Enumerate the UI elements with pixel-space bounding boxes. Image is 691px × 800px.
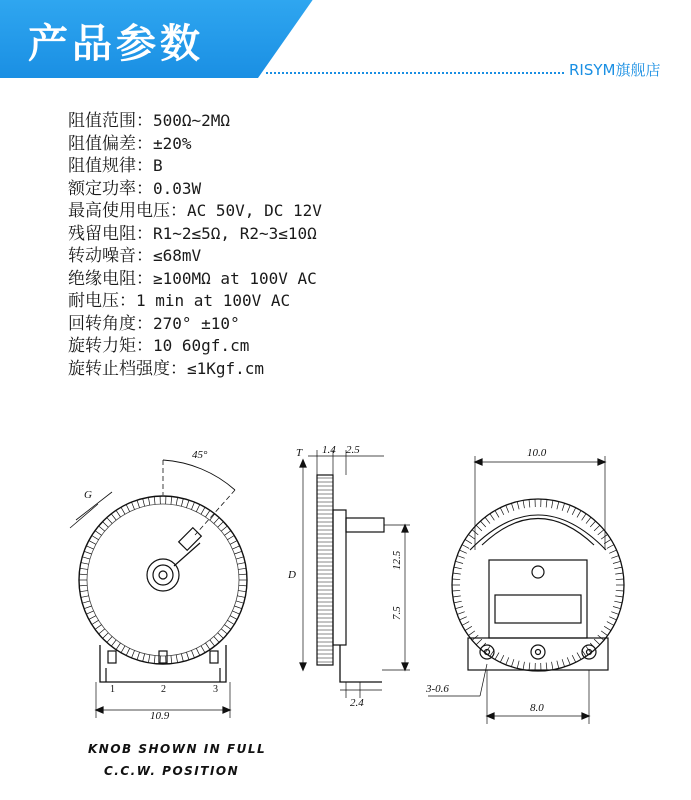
rear-hole: [532, 566, 544, 578]
spec-value: ≤1Kgf.cm: [187, 358, 265, 378]
spec-row: [68, 358, 322, 381]
spec-row: [68, 133, 322, 156]
spec-row: [68, 200, 322, 223]
spec-label: 转动噪音：: [68, 246, 153, 266]
rear-bracket: [470, 515, 606, 550]
pin-label-2: 2: [161, 684, 166, 695]
front-view: [70, 449, 247, 722]
side-teeth: [317, 478, 333, 662]
spec-label: 耐电压：: [68, 291, 136, 311]
angle-arc: [163, 460, 235, 490]
dim-2-5: 2.5: [346, 444, 360, 456]
spec-label: 残留电阻：: [68, 223, 153, 244]
spec-label: 回转角度：: [68, 313, 153, 334]
dim-2-4: 2.4: [350, 697, 364, 709]
shaft: [346, 518, 384, 532]
rear-pin-1: [480, 645, 494, 659]
rear-pin-3: [582, 645, 596, 659]
spec-value: 10 60gf.cm: [153, 336, 250, 355]
spec-label: 旋转止档强度：: [68, 358, 187, 379]
spec-list: [68, 110, 322, 380]
knob-tab: [179, 528, 202, 551]
t-label: T: [296, 447, 303, 459]
dotted-rule: [266, 72, 564, 74]
pin-label-3: 3: [213, 684, 218, 695]
dim-7-5: 7.5: [391, 606, 403, 620]
spec-value: ±20%: [153, 133, 192, 153]
d-label: D: [288, 569, 296, 581]
spec-row: [68, 290, 322, 313]
spec-row: [68, 335, 322, 358]
spec-value: 500Ω~2MΩ: [153, 111, 231, 130]
spec-value: 270° ±10°: [153, 313, 240, 333]
angle-label: 45°: [192, 449, 208, 461]
dim-12-5: 12.5: [391, 550, 403, 570]
spec-row: [68, 178, 322, 201]
spec-label: 阻值偏差：: [68, 133, 153, 154]
side-body: [333, 510, 346, 645]
spec-value: ≤68mV: [153, 246, 202, 265]
pin-label-1: 1: [110, 684, 115, 695]
knob-center: [147, 559, 179, 591]
rear-pin-2: [531, 645, 545, 659]
g-label: G: [84, 489, 92, 501]
spec-row: [68, 268, 322, 291]
spec-value: 1 min at 100V AC: [136, 291, 291, 310]
spec-label: 阻值规律：: [68, 156, 153, 176]
spec-label: 最高使用电压：: [68, 201, 187, 221]
spec-label: 旋转力矩：: [68, 336, 153, 356]
spec-value: R1~2≤5Ω, R2~3≤10Ω: [153, 223, 317, 243]
spec-value: B: [153, 156, 163, 175]
spec-row: [68, 110, 322, 133]
spec-row: [68, 245, 322, 268]
rear-view: [425, 447, 624, 724]
thumbwheel-gear: [79, 496, 247, 664]
dim-1-4: 1.4: [322, 444, 336, 456]
gear-teeth: [79, 496, 247, 664]
spec-value: 0.03W: [153, 178, 202, 198]
spec-row: [68, 223, 322, 246]
pin-1: [108, 651, 116, 663]
dim-8-0: 8.0: [530, 702, 544, 714]
dim-10-0: 10.0: [527, 447, 547, 459]
spec-row: [68, 313, 322, 336]
side-view: [287, 444, 410, 709]
caption-line-2: C.C.W. POSITION: [104, 764, 240, 778]
pin-3: [210, 651, 218, 663]
caption-line-1: KNOB SHOWN IN FULL: [88, 742, 267, 756]
rear-housing: [489, 560, 587, 638]
spec-label: 绝缘电阻：: [68, 268, 153, 289]
store-name: RISYM旗舰店: [569, 61, 661, 79]
spec-value: ≥100MΩ at 100V AC: [153, 268, 317, 288]
spec-row: [68, 155, 322, 178]
spec-value: AC 50V, DC 12V: [187, 201, 322, 220]
rear-window: [495, 595, 581, 623]
page-title: 产品参数: [28, 21, 204, 67]
dim-3-0-6: 3-0.6: [426, 683, 449, 695]
spec-label: 阻值范围：: [68, 111, 153, 131]
spec-label: 额定功率：: [68, 178, 153, 199]
width-label: 10.9: [150, 710, 170, 722]
